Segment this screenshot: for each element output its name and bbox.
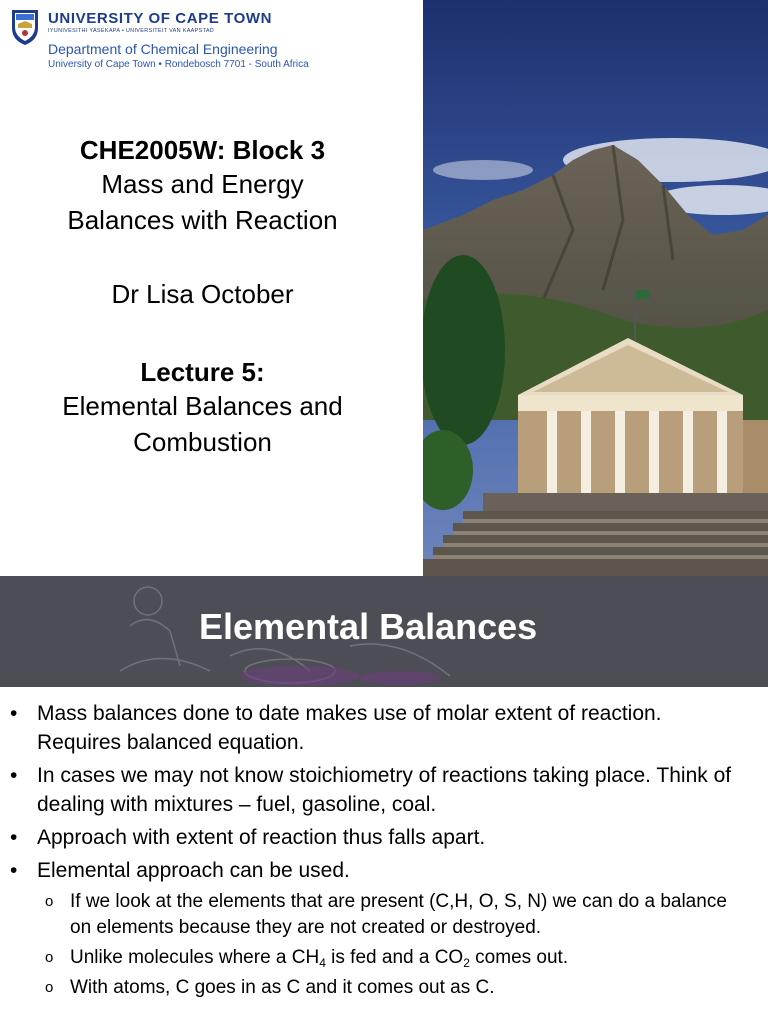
slide-title: Elemental Balances [199,606,538,647]
bullet-list [0,699,768,1005]
bullet-text: Elemental approach can be used. [37,859,350,882]
lecture-title-line1: Elemental Balances and [62,391,343,421]
bullet-text: Mass balances done to date makes use of molar extent of reaction. Requires balanced equation. [37,702,662,754]
list-item [0,856,768,885]
slide-header-banner [0,576,768,687]
list-item [0,699,768,757]
sub-bullet-text: Unlike molecules where a $CH_4$ is fed and a $CO_2$ comes out. [70,947,569,970]
sub-list-item [0,945,768,971]
lecture-title-line2: Combustion [133,427,272,457]
title-text-area [0,134,405,460]
university-logo-block [10,8,410,78]
sub-bullet-marker: o [45,949,54,966]
sub-bullet-marker: o [45,893,54,910]
content-slide [0,576,768,1024]
bullet-marker: • [10,702,18,725]
university-subtitle: IYUNIVESITHI YASEKAPA • UNIVERSITEIT VAN KAAPSTAD [48,28,215,34]
course-title-line2: Balances with Reaction [67,205,338,235]
sub-bullet-text: With atoms, C goes in as C and it comes out as C. [70,977,495,998]
sub-list-item [0,975,768,1001]
course-title-line1: Mass and Energy [101,169,304,199]
uct-crest-icon [10,8,40,46]
bullet-marker: • [10,859,18,882]
sub-list-item [0,889,768,941]
department-name: Department of Chemical Engineering [48,41,278,57]
sub-bullet-marker: o [45,979,54,996]
lecturer-name: Dr Lisa October [111,279,294,309]
list-item [0,823,768,852]
bullet-text: In cases we may not know stoichiometry of reactions taking place. Think of dealing with mixtures – fuel, gasoline, coal. [37,764,732,816]
lecture-number: Lecture 5: [140,357,265,387]
university-name: UNIVERSITY OF CAPE TOWN [48,10,273,27]
sub-bullet-text: If we look at the elements that are present (C,H, O, S, N) we can do a balance on elements because they are not created or destroyed. [70,891,727,938]
course-code: CHE2005W: Block 3 [79,135,326,165]
university-address: University of Cape Town • Rondebosch 7701 - South Africa [48,59,309,70]
list-item [0,761,768,819]
bullet-marker: • [10,764,18,787]
bullet-text: Approach with extent of reaction thus falls apart. [37,826,486,849]
campus-photo [423,0,768,576]
bullet-marker: • [10,826,18,849]
